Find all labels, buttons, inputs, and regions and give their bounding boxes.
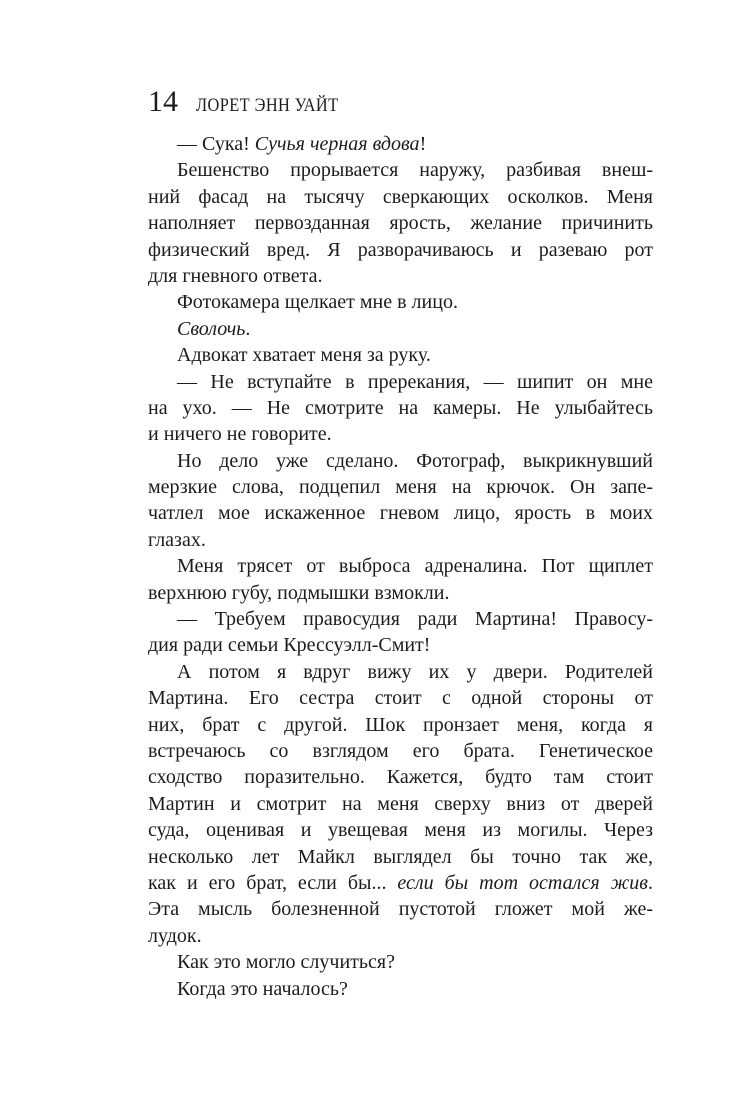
text-line: Когда это началось?	[177, 977, 348, 1000]
text-span: .	[647, 871, 653, 894]
text-line: Но дело уже сделано. Фотограф, выкрикнувший	[177, 449, 653, 472]
italic-span: Сволочь	[177, 317, 246, 340]
text-line: и ничего не говорите.	[148, 423, 332, 446]
text-line: на ухо. — Не смотрите на камеры. Не улыбайтесь	[148, 396, 653, 419]
italic-span: Сучья черная вдова	[254, 133, 420, 155]
text-line: дия ради семьи Крессуэлл-Смит!	[148, 634, 431, 657]
text-line: Как это могло случиться?	[177, 951, 395, 974]
text-line: сходство поразительно. Кажется, будто там стоит	[148, 766, 653, 789]
text-line: А потом я вдруг вижу их у двери. Родителей	[177, 660, 653, 683]
text-line: чатлел мое искаженное гневом лицо, ярость в моих	[148, 502, 653, 525]
text-line: несколько лет Майкл выглядел бы точно так же,	[148, 845, 653, 868]
text-line: лудок.	[148, 924, 202, 947]
text-line: Мартин и смотрит на меня сверху вниз от дверей	[148, 792, 653, 815]
text-span: .	[245, 317, 251, 340]
text-line: встречаюсь со взглядом его брата. Генетическое	[148, 739, 653, 762]
text-line: ний фасад на тысячу сверкающих осколков. Меня	[148, 185, 653, 208]
text-span: !	[419, 133, 427, 155]
text-line	[148, 316, 653, 342]
text-line: Фотокамера щелкает мне в лицо.	[177, 291, 458, 314]
text-line: Адвокат хватает меня за руку.	[177, 344, 431, 367]
text-line: мерзкие слова, подцепил меня на крючок. Он запе-	[148, 476, 653, 499]
text-line: наполняет первозданная ярость, желание причинить	[148, 212, 653, 235]
page-number: 14	[148, 85, 178, 118]
text-line: суда, оценивая и увещевая меня из могилы. Через	[148, 819, 653, 842]
text-line: Эта мысль болезненной пустотой гложет мой же-	[148, 898, 653, 921]
page-header	[148, 84, 362, 120]
text-line: глазах.	[148, 528, 206, 551]
text-line: верхнюю губу, подмышки взмокли.	[148, 581, 450, 604]
text-line: для гневного ответа.	[148, 264, 323, 287]
text-line: — Не вступайте в пререкания, — шипит он мне	[177, 370, 653, 393]
text-line	[148, 131, 653, 157]
text-line: — Требуем правосудия ради Мартина! Правосу-	[177, 608, 653, 631]
text-span: — Сука!	[177, 133, 255, 155]
text-line: Мартина. Его сестра стоит с одной стороны от	[148, 687, 653, 710]
text-span: как и его брат, если бы...	[148, 871, 398, 894]
text-line: физический вред. Я разворачиваюсь и разеваю рот	[148, 238, 653, 261]
text-line: них, брат с другой. Шок пронзает меня, когда я	[148, 713, 653, 736]
text-line: Бешенство прорывается наружу, разбивая внеш-	[177, 159, 653, 182]
text-line	[148, 870, 653, 896]
italic-span: если бы тот остался жив	[397, 871, 648, 894]
body-text	[148, 131, 653, 1002]
running-head: ЛОРЕТ ЭНН УАЙТ	[196, 95, 339, 116]
text-line: Меня трясет от выброса адреналина. Пот щиплет	[177, 555, 653, 578]
